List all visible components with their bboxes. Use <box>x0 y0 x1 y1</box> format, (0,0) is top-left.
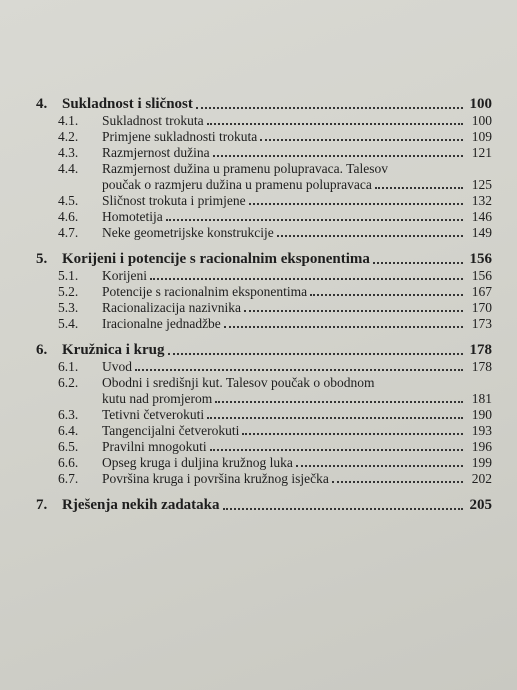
chapter-number: 4. <box>36 96 48 112</box>
item-title: Razmjernost dužina <box>102 145 210 160</box>
item-title: Tetivni četverokuti <box>102 407 205 422</box>
leader-dots <box>260 139 463 141</box>
leader-dots <box>215 401 463 403</box>
toc-item[interactable] <box>36 268 492 284</box>
item-title: Neke geometrijske konstrukcije <box>102 225 274 240</box>
toc-item[interactable] <box>36 161 492 193</box>
chapter-number: 6. <box>36 342 48 358</box>
page-number: 190 <box>471 407 492 422</box>
leader-dots <box>213 155 463 157</box>
toc-item[interactable] <box>36 129 492 145</box>
chapter-title: Sukladnost i sličnost <box>62 96 193 112</box>
toc-item[interactable] <box>36 193 492 209</box>
leader-dots <box>210 449 463 451</box>
page-number: 125 <box>471 177 492 192</box>
toc-item[interactable] <box>36 359 492 375</box>
item-number: 4.3. <box>58 145 79 160</box>
item-title: Homotetija <box>102 209 163 224</box>
item-number: 6.5. <box>58 439 79 454</box>
leader-dots <box>207 123 463 125</box>
item-title: Sličnost trokuta i primjene <box>102 193 246 208</box>
toc-item[interactable] <box>36 113 492 129</box>
leader-dots <box>332 481 463 483</box>
toc-item[interactable] <box>36 407 492 423</box>
page-number: 205 <box>469 497 492 513</box>
item-number: 5.2. <box>58 284 79 299</box>
page-number: 149 <box>471 225 492 240</box>
page-number: 170 <box>471 300 492 315</box>
page-number: 167 <box>471 284 492 299</box>
item-title: Tangencijalni četverokuti <box>102 423 240 438</box>
item-number: 6.7. <box>58 471 79 486</box>
item-number: 6.4. <box>58 423 79 438</box>
toc-item[interactable] <box>36 439 492 455</box>
leader-dots <box>310 294 463 296</box>
item-number: 5.3. <box>58 300 79 315</box>
chapter-title: Kružnica i krug <box>62 342 165 358</box>
page-number: 100 <box>469 96 492 112</box>
page-number: 199 <box>471 455 492 470</box>
item-title: Potencije s racionalnim eksponentima <box>102 284 308 299</box>
item-title: Sukladnost trokuta <box>102 113 204 128</box>
toc-item[interactable] <box>36 225 492 241</box>
toc-item[interactable] <box>36 471 492 487</box>
page-number: 156 <box>471 268 492 283</box>
item-title: Iracionalne jednadžbe <box>102 316 221 331</box>
item-title: Racionalizacija nazivnika <box>102 300 242 315</box>
item-title: Površina kruga i površina kružnog isječka <box>102 471 329 486</box>
page-number: 121 <box>471 145 492 160</box>
page-number: 202 <box>471 471 492 486</box>
item-title: Obodni i središnji kut. Talesov poučak o obodnom <box>102 375 375 390</box>
leader-dots <box>373 262 463 264</box>
toc-item[interactable] <box>36 145 492 161</box>
toc-item[interactable] <box>36 300 492 316</box>
toc-item[interactable] <box>36 423 492 439</box>
toc-chapter[interactable] <box>36 495 492 514</box>
item-number: 6.2. <box>58 375 79 390</box>
item-title: Korijeni <box>102 268 147 283</box>
item-number: 5.1. <box>58 268 79 283</box>
item-title: Primjene sukladnosti trokuta <box>102 129 258 144</box>
leader-dots <box>207 417 463 419</box>
leader-dots <box>223 508 463 510</box>
chapter-title: Rješenja nekih zadataka <box>62 497 220 513</box>
leader-dots <box>277 235 463 237</box>
leader-dots <box>150 278 463 280</box>
item-number: 4.2. <box>58 129 79 144</box>
table-of-contents <box>36 94 492 514</box>
leader-dots <box>196 107 463 109</box>
item-number: 4.6. <box>58 209 79 224</box>
item-title: Opseg kruga i duljina kružnog luka <box>102 455 293 470</box>
page-number: 100 <box>471 113 492 128</box>
item-number: 4.1. <box>58 113 79 128</box>
item-number: 6.6. <box>58 455 79 470</box>
page-number: 181 <box>471 391 492 406</box>
leader-dots <box>244 310 463 312</box>
page-number: 156 <box>469 251 492 267</box>
chapter-number: 5. <box>36 251 48 267</box>
toc-chapter[interactable] <box>36 249 492 268</box>
page-number: 109 <box>471 129 492 144</box>
item-number: 4.4. <box>58 161 79 176</box>
chapter-title: Korijeni i potencije s racionalnim eksponentima <box>62 251 370 267</box>
page-number: 146 <box>471 209 492 224</box>
page-number: 178 <box>469 342 492 358</box>
item-number: 4.7. <box>58 225 79 240</box>
item-title: Razmjernost dužina u pramenu polupravaca. Talesov <box>102 161 388 176</box>
leader-dots <box>249 203 463 205</box>
toc-item[interactable] <box>36 455 492 471</box>
page-number: 173 <box>471 316 492 331</box>
item-title-continued: poučak o razmjeru dužina u pramenu polupravaca <box>102 177 372 192</box>
page-number: 196 <box>471 439 492 454</box>
toc-item[interactable] <box>36 209 492 225</box>
toc-chapter[interactable] <box>36 94 492 113</box>
toc-item[interactable] <box>36 375 492 407</box>
leader-dots <box>242 433 463 435</box>
leader-dots <box>224 326 463 328</box>
page-number: 178 <box>471 359 492 374</box>
item-number: 5.4. <box>58 316 79 331</box>
leader-dots <box>296 465 463 467</box>
item-number: 6.1. <box>58 359 79 374</box>
leader-dots <box>166 219 463 221</box>
item-title-continued: kutu nad promjerom <box>102 391 213 406</box>
chapter-number: 7. <box>36 497 48 513</box>
toc-item[interactable] <box>36 316 492 332</box>
item-title: Uvod <box>102 359 132 374</box>
page-number: 132 <box>471 193 492 208</box>
leader-dots <box>375 187 463 189</box>
toc-item[interactable] <box>36 284 492 300</box>
item-number: 4.5. <box>58 193 79 208</box>
item-title: Pravilni mnogokuti <box>102 439 207 454</box>
leader-dots <box>135 369 463 371</box>
page-number: 193 <box>471 423 492 438</box>
item-number: 6.3. <box>58 407 79 422</box>
toc-chapter[interactable] <box>36 340 492 359</box>
leader-dots <box>168 353 463 355</box>
